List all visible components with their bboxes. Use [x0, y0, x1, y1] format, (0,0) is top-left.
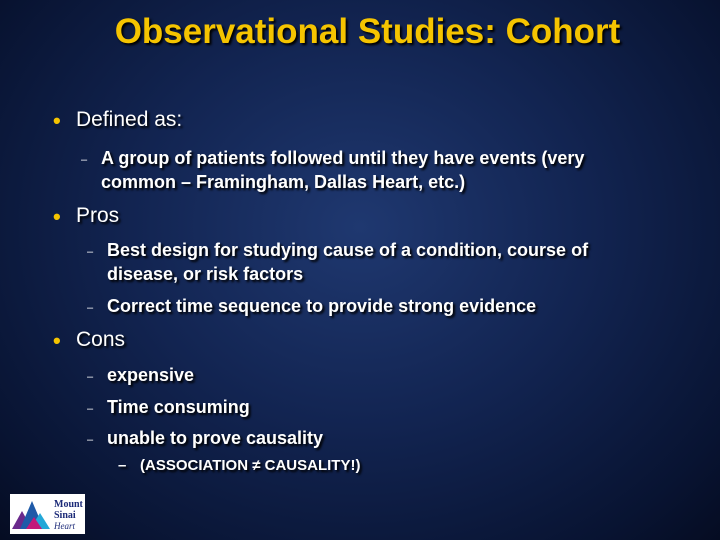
dash-icon: – — [87, 434, 94, 446]
logo-text-line-2: Sinai — [54, 510, 76, 521]
pros-item-2: Correct time sequence to provide strong evidence — [107, 296, 537, 316]
pros-item-1-line-2: disease, or risk factors — [107, 264, 304, 284]
dash-icon: – — [87, 302, 94, 314]
cons-sub-item: (ASSOCIATION ≠ CAUSALITY!) — [140, 457, 361, 474]
definition-line-1: A group of patients followed until they have events (very — [101, 148, 585, 168]
section-heading-defined: Defined as: — [76, 108, 183, 131]
cons-item-3: unable to prove causality — [107, 428, 324, 448]
bullet-icon: • — [53, 204, 61, 229]
logo-text-line-1: Mount — [54, 499, 83, 510]
definition-line-2: common – Framingham, Dallas Heart, etc.) — [101, 172, 466, 192]
logo-text-line-3: Heart — [54, 521, 75, 531]
dash-icon: – — [81, 154, 88, 166]
section-heading-cons: Cons — [76, 328, 126, 351]
cons-item-1: expensive — [107, 365, 195, 385]
slide-title: Observational Studies: Cohort — [114, 12, 621, 51]
section-heading-pros: Pros — [76, 204, 120, 227]
bullet-icon: • — [53, 108, 61, 133]
mountain-logo-icon — [12, 497, 52, 531]
dash-icon: – — [87, 403, 94, 415]
cons-item-2: Time consuming — [107, 397, 250, 417]
bullet-icon: • — [53, 328, 61, 353]
mount-sinai-heart-logo — [10, 494, 85, 534]
dash-icon: – — [87, 371, 94, 383]
cons-sub-item-dash: – — [118, 457, 127, 474]
dash-icon: – — [87, 246, 94, 258]
pros-item-1-line-1: Best design for studying cause of a condition, course of — [107, 240, 589, 260]
